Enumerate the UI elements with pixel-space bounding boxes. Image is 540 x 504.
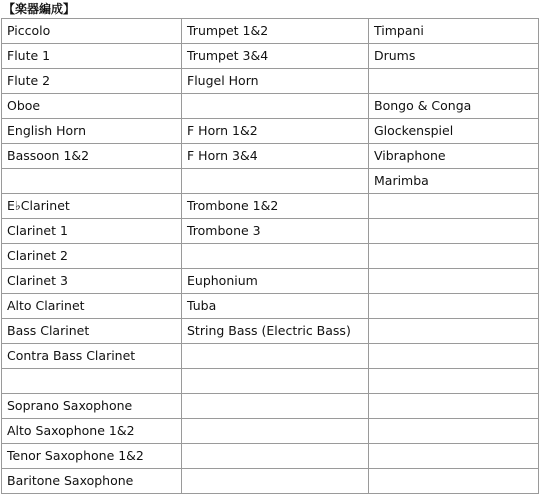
table-cell: [182, 419, 369, 444]
table-cell: [182, 244, 369, 269]
table-row: [2, 44, 539, 69]
table-cell: Drums: [369, 44, 539, 69]
table-cell: Alto Clarinet: [2, 294, 182, 319]
table-cell: Alto Saxophone 1&2: [2, 419, 182, 444]
table-row: [2, 344, 539, 369]
table-row: [2, 69, 539, 94]
table-cell: [2, 369, 182, 394]
table-row: [2, 444, 539, 469]
table-cell: Bongo & Conga: [369, 94, 539, 119]
table-cell: [182, 369, 369, 394]
instrumentation-table: [1, 18, 539, 494]
table-cell: English Horn: [2, 119, 182, 144]
table-cell: [369, 419, 539, 444]
table-cell: Euphonium: [182, 269, 369, 294]
table-cell: [369, 344, 539, 369]
table-row: [2, 319, 539, 344]
table-row: [2, 394, 539, 419]
table-cell: Trombone 1&2: [182, 194, 369, 219]
table-cell: Trumpet 3&4: [182, 44, 369, 69]
table-cell: Marimba: [369, 169, 539, 194]
table-cell: [182, 394, 369, 419]
table-row: [2, 144, 539, 169]
table-cell: [182, 469, 369, 494]
table-row: [2, 19, 539, 44]
table-row: [2, 94, 539, 119]
table-cell: [369, 244, 539, 269]
table-cell: [369, 194, 539, 219]
table-cell: [369, 369, 539, 394]
table-cell: Soprano Saxophone: [2, 394, 182, 419]
table-cell: [369, 294, 539, 319]
table-cell: Bassoon 1&2: [2, 144, 182, 169]
table-row: [2, 419, 539, 444]
table-cell: F Horn 3&4: [182, 144, 369, 169]
table-cell: Glockenspiel: [369, 119, 539, 144]
table-row: [2, 369, 539, 394]
table-cell: Tenor Saxophone 1&2: [2, 444, 182, 469]
table-cell: Clarinet 3: [2, 269, 182, 294]
table-row: [2, 194, 539, 219]
table-cell: [369, 269, 539, 294]
table-cell: Flute 2: [2, 69, 182, 94]
table-cell: [369, 469, 539, 494]
table-cell: F Horn 1&2: [182, 119, 369, 144]
table-row: [2, 269, 539, 294]
section-heading: 【楽器編成】: [3, 2, 76, 16]
table-cell: Flute 1: [2, 44, 182, 69]
table-row: [2, 294, 539, 319]
table-cell: Bass Clarinet: [2, 319, 182, 344]
table-cell: [369, 319, 539, 344]
table-cell: [182, 344, 369, 369]
table-cell: Trumpet 1&2: [182, 19, 369, 44]
table-row: [2, 169, 539, 194]
table-cell: [369, 394, 539, 419]
table-cell: Baritone Saxophone: [2, 469, 182, 494]
table-cell: Vibraphone: [369, 144, 539, 169]
table-cell: Flugel Horn: [182, 69, 369, 94]
table-cell: Tuba: [182, 294, 369, 319]
table-cell: E♭Clarinet: [2, 194, 182, 219]
table-cell: String Bass (Electric Bass): [182, 319, 369, 344]
table-cell: Timpani: [369, 19, 539, 44]
table-row: [2, 244, 539, 269]
table-cell: [369, 444, 539, 469]
table-cell: [2, 169, 182, 194]
table-cell: Trombone 3: [182, 219, 369, 244]
table-cell: Clarinet 2: [2, 244, 182, 269]
table-cell: Clarinet 1: [2, 219, 182, 244]
table-cell: [182, 444, 369, 469]
table-cell: Oboe: [2, 94, 182, 119]
table-cell: [182, 169, 369, 194]
table-cell: Piccolo: [2, 19, 182, 44]
table-cell: Contra Bass Clarinet: [2, 344, 182, 369]
table-cell: [182, 94, 369, 119]
table-row: [2, 469, 539, 494]
table-row: [2, 119, 539, 144]
table-cell: [369, 219, 539, 244]
table-row: [2, 219, 539, 244]
table-cell: [369, 69, 539, 94]
